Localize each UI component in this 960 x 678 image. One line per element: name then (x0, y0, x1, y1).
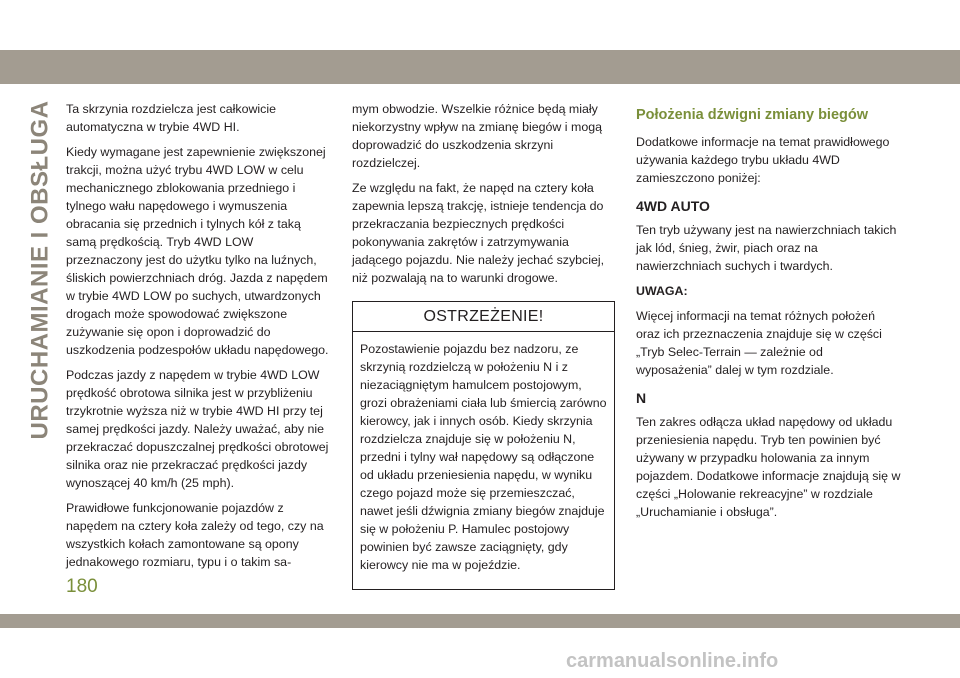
subheading-n: N (636, 390, 647, 406)
paragraph: Dodatkowe informacje na temat prawidłowego używania każdego trybu układu 4WD zamieszczono poniżej: (636, 135, 890, 185)
warning-box (352, 301, 615, 590)
top-band (0, 50, 960, 84)
page-number: 180 (66, 576, 98, 597)
paragraph: mym obwodzie. Wszelkie różnice będą miały niekorzystny wpływ na zmianę biegów i mogą doprowadzić do uszkodzenia skrzyni rozdzielczej. (352, 102, 602, 170)
column-right (636, 100, 902, 528)
paragraph: Ten tryb używany jest na nawierzchniach takich jak lód, śnieg, żwir, piach oraz na nawierzchniach suchych i twardych. (636, 223, 897, 273)
paragraph: Podczas jazdy z napędem w trybie 4WD LOW prędkość obrotowa silnika jest w przybliżeniu trzykrotnie wyższa niż w trybie 4WD HI przy tej samej prędkości jazdy. Należy uważać, aby nie przekraczać dopuszczalnej prędkości obrotowej silnika oraz nie przekraczać prędkości jazdy wynoszącej 40 km/h (25 mph). (66, 368, 329, 490)
paragraph: Kiedy wymagane jest zapewnienie zwiększonej trakcji, można użyć trybu 4WD LOW w celu mechanicznego zblokowania przedniego i tylnego wału napędowego i wymuszenia obracania się przednich i tylnych kół z taką samą prędkością. Tryb 4WD LOW przeznaczony jest do użytku tylko na luźnych, śliskich powierzchniach dróg. Jazda z napędem w trybie 4WD LOW po suchych, utwardzonych drogach może spowodować zwiększone zużywanie się opon i doprowadzić do uszkodzenia podzespołów układu napędowego. (66, 145, 329, 357)
section-title: Położenia dźwigni zmiany biegów (636, 107, 869, 123)
paragraph: Ten zakres odłącza układ napędowy od układu przeniesienia napędu. Tryb ten powinien być używany w przypadku holowania za innym pojazdem. Dodatkowe informacje znajdują się w części „Holowanie rekreacyjne” w rozdziale „Uruchamianie i obsługa”. (636, 415, 901, 519)
warning-text: Pozostawienie pojazdu bez nadzoru, ze skrzynią rozdzielczą w położeniu N i z niezaciągniętym hamulcem postojowym, grozi obrażeniami ciała lub śmiercią zarówno kierowcy, jak i innych osób. Kiedy skrzynia rozdzielcza znajduje się w położeniu N, przedni i tylny wał napędowy są odłączone od układu przeniesienia napędu, w wyniku czego pojazd może się przemieszczać, nawet jeśli dźwignia zmiany biegów znajduje się w położeniu P. Hamulec postojowy powinien być zawsze zaciągnięty, gdy kierowcy nie ma w pojeździe. (360, 342, 607, 572)
column-left (66, 100, 331, 578)
watermark: carmanualsonline.info (566, 650, 779, 672)
warning-title: OSTRZEŻENIE! (353, 302, 614, 332)
note-label: UWAGA: (636, 284, 688, 298)
note-text: Więcej informacji na temat różnych położeń oraz ich przeznaczenia znajduje się w części „Tryb Selec-Terrain — zależnie od wyposażenia” dalej w tym rozdziale. (636, 309, 882, 377)
chapter-side-tab (22, 100, 58, 440)
chapter-title: URUCHAMIANIE I OBSŁUGA (26, 100, 53, 440)
bottom-band (0, 614, 960, 628)
paragraph: Prawidłowe funkcjonowanie pojazdów z napędem na cztery koła zależy od tego, czy na wszystkich kołach zamontowane są opony jednakowego rozmiaru, typu i o takim sa- (66, 501, 324, 569)
paragraph: Ta skrzynia rozdzielcza jest całkowicie automatyczna w trybie 4WD HI. (66, 102, 277, 134)
column-middle (352, 100, 616, 590)
subheading-4wd-auto: 4WD AUTO (636, 198, 710, 214)
paragraph: Ze względu na fakt, że napęd na cztery koła zapewnia lepszą trakcję, istnieje tendencja do przekraczania bezpiecznych prędkości pokonywania zakrętów i zatrzymywania jadącego pojazdu. Nie należy jechać szybciej, niż pozwalają na to warunki drogowe. (352, 181, 605, 285)
